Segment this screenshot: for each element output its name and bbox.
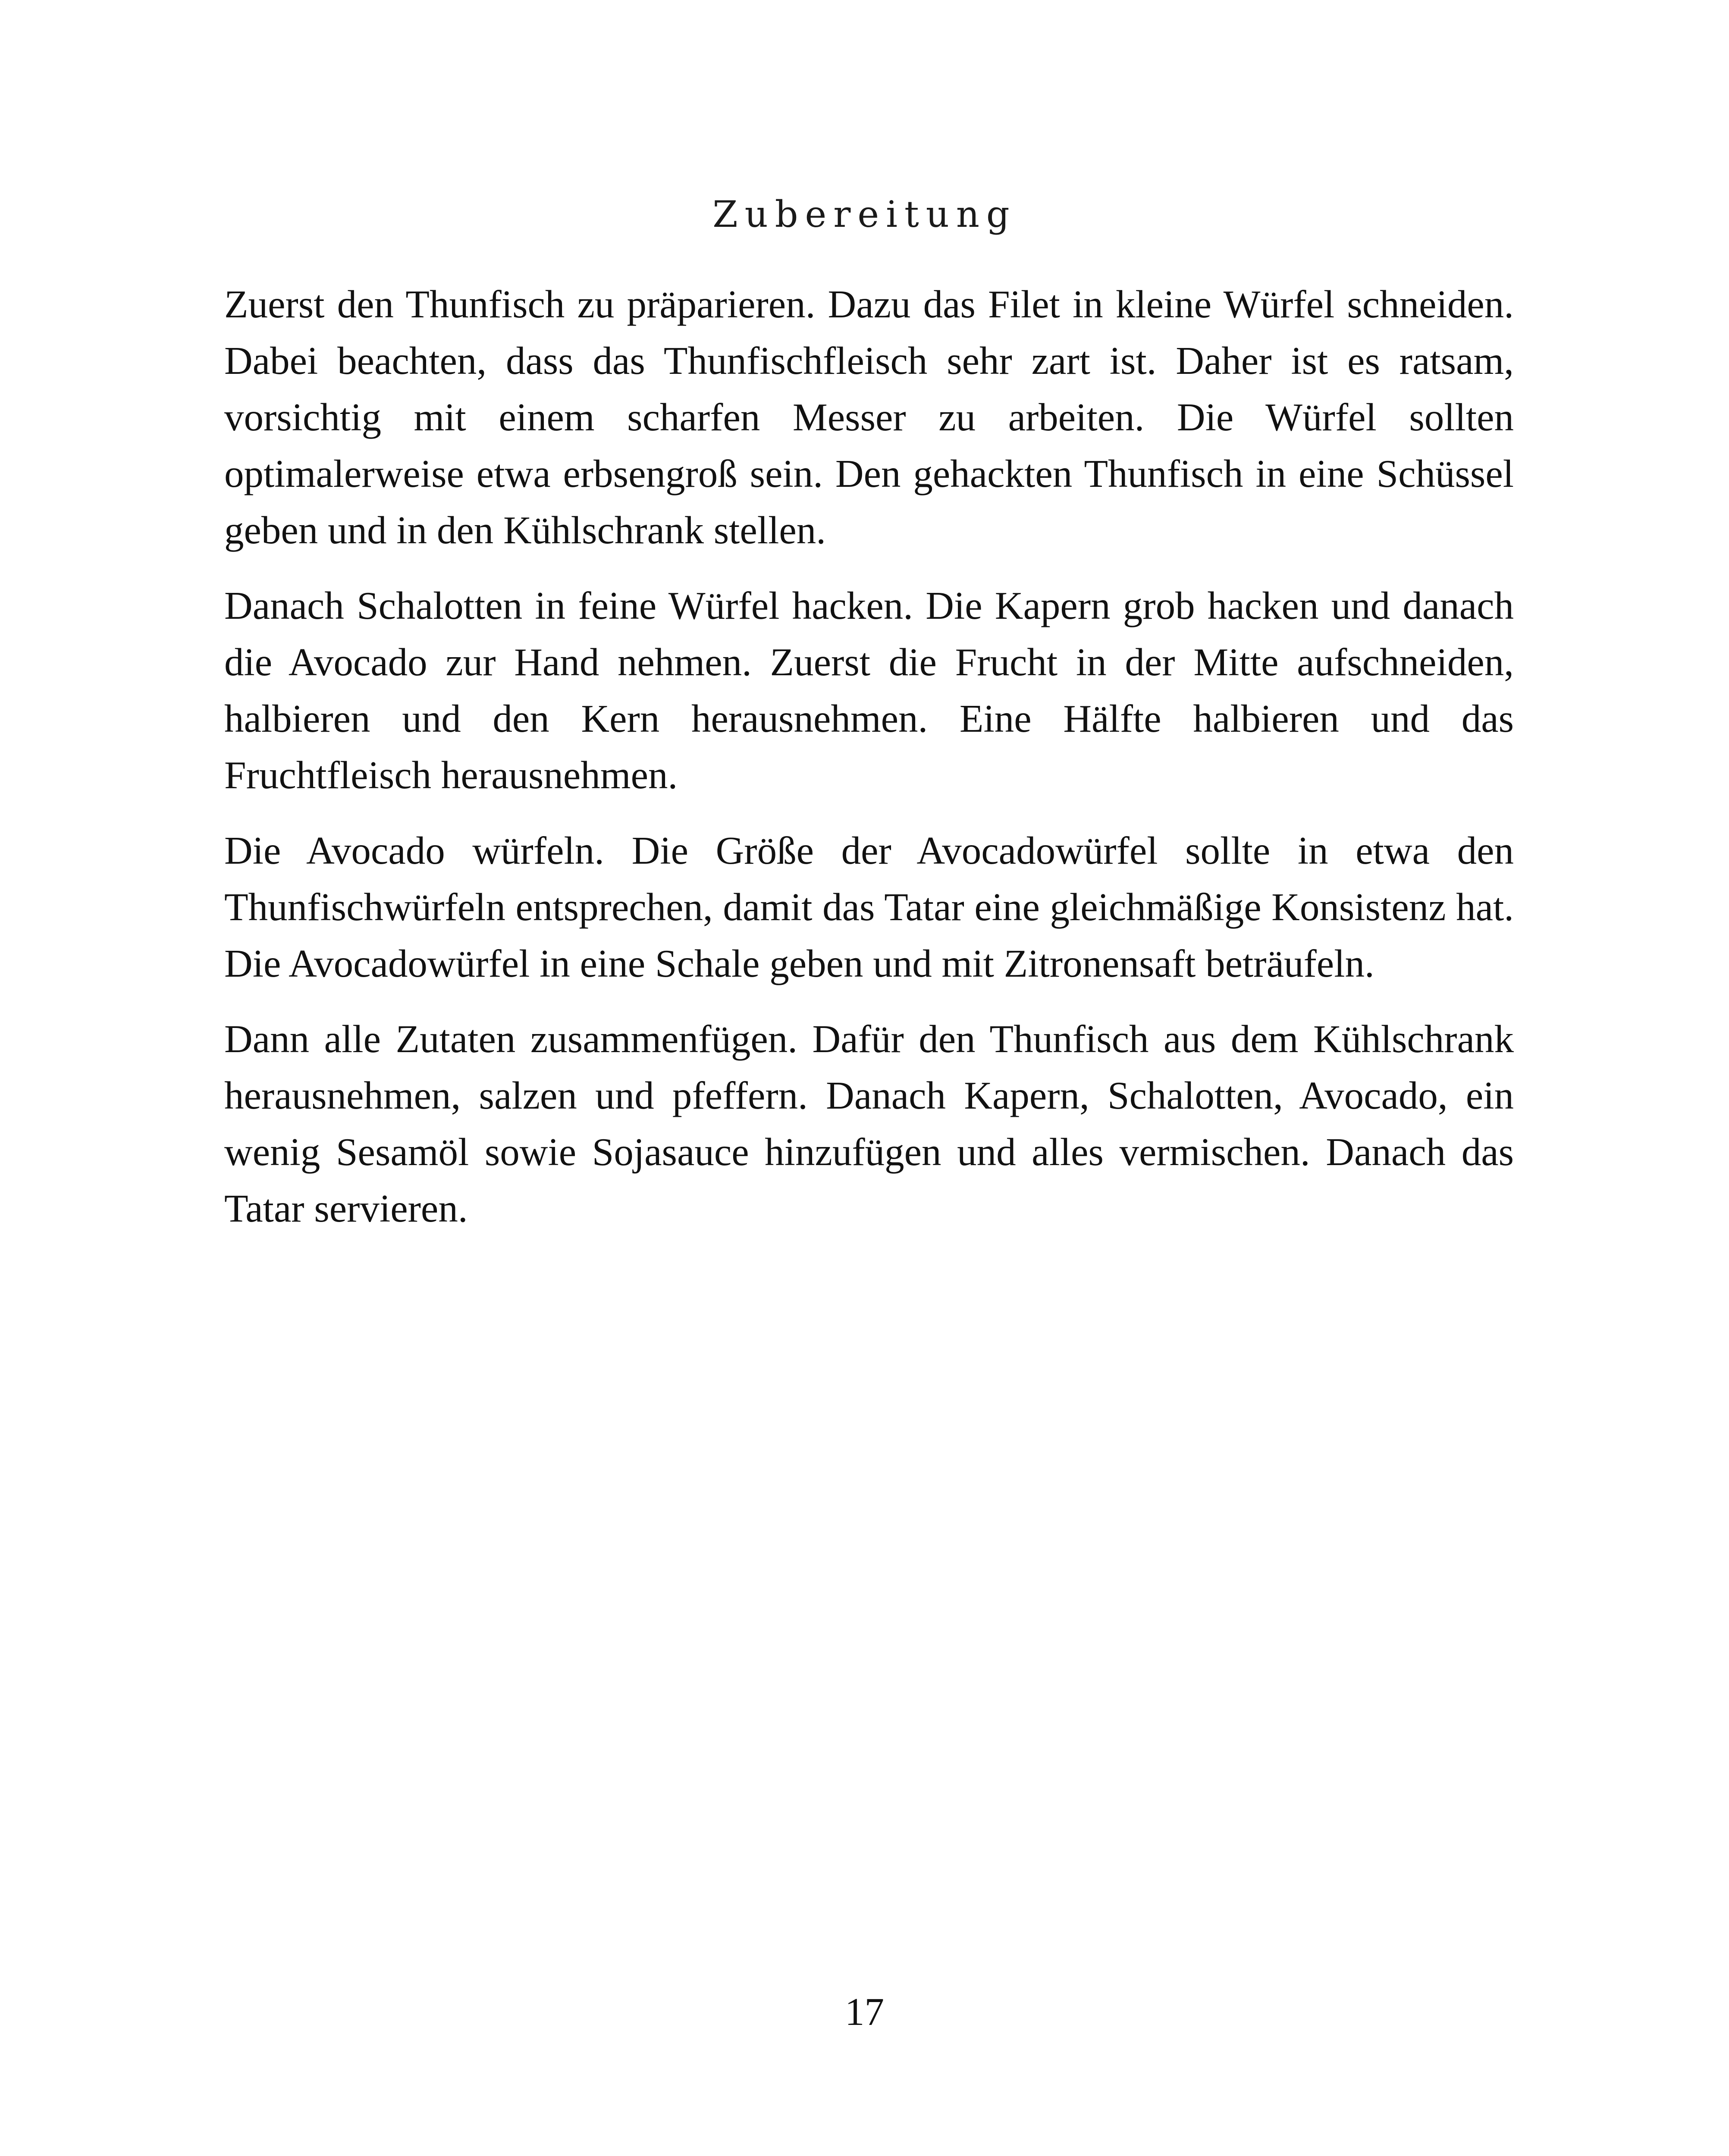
paragraph-2: Danach Schalotten in feine Würfel hacken. Die Kapern grob hacken und danach die Avocado zur Hand nehmen. Zuerst die Frucht in der Mitte aufschneiden, halbieren und den Kern herausnehmen. Eine Hälfte halbieren und das Fruchtfleisch herausnehmen. (224, 584, 1514, 797)
section-heading: Zubereitung (712, 193, 1017, 235)
paragraph-1: Zuerst den Thunfisch zu präparieren. Dazu das Filet in kleine Würfel schneiden. Dabei beachten, dass das Thunfischfleisch sehr zart ist. Daher ist es ratsam, vorsichtig mit einem scharfen Messer zu arbeiten. Die Würfel sollten optimalerweise etwa erbsengroß sein. Den gehackten Thunfisch in eine Schüssel geben und in den Kühlschrank stellen. (224, 282, 1514, 552)
body-text (224, 276, 1514, 1256)
page-number: 17 (845, 1990, 884, 2034)
paragraph-3: Die Avocado würfeln. Die Größe der Avocadowürfel sollte in etwa den Thunfischwürfeln entsprechen, damit das Tatar eine gleichmäßige Konsistenz hat. Die Avocadowürfel in eine Schale geben und mit Zitronensaft beträufeln. (224, 829, 1514, 985)
paragraph-4: Dann alle Zutaten zusammenfügen. Dafür den Thunfisch aus dem Kühlschrank herausnehmen, salzen und pfeffern. Danach Kapern, Schalotten, Avocado, ein wenig Sesamöl sowie Sojasauce hinzufügen und alles vermischen. Danach das Tatar servieren. (224, 1017, 1514, 1230)
